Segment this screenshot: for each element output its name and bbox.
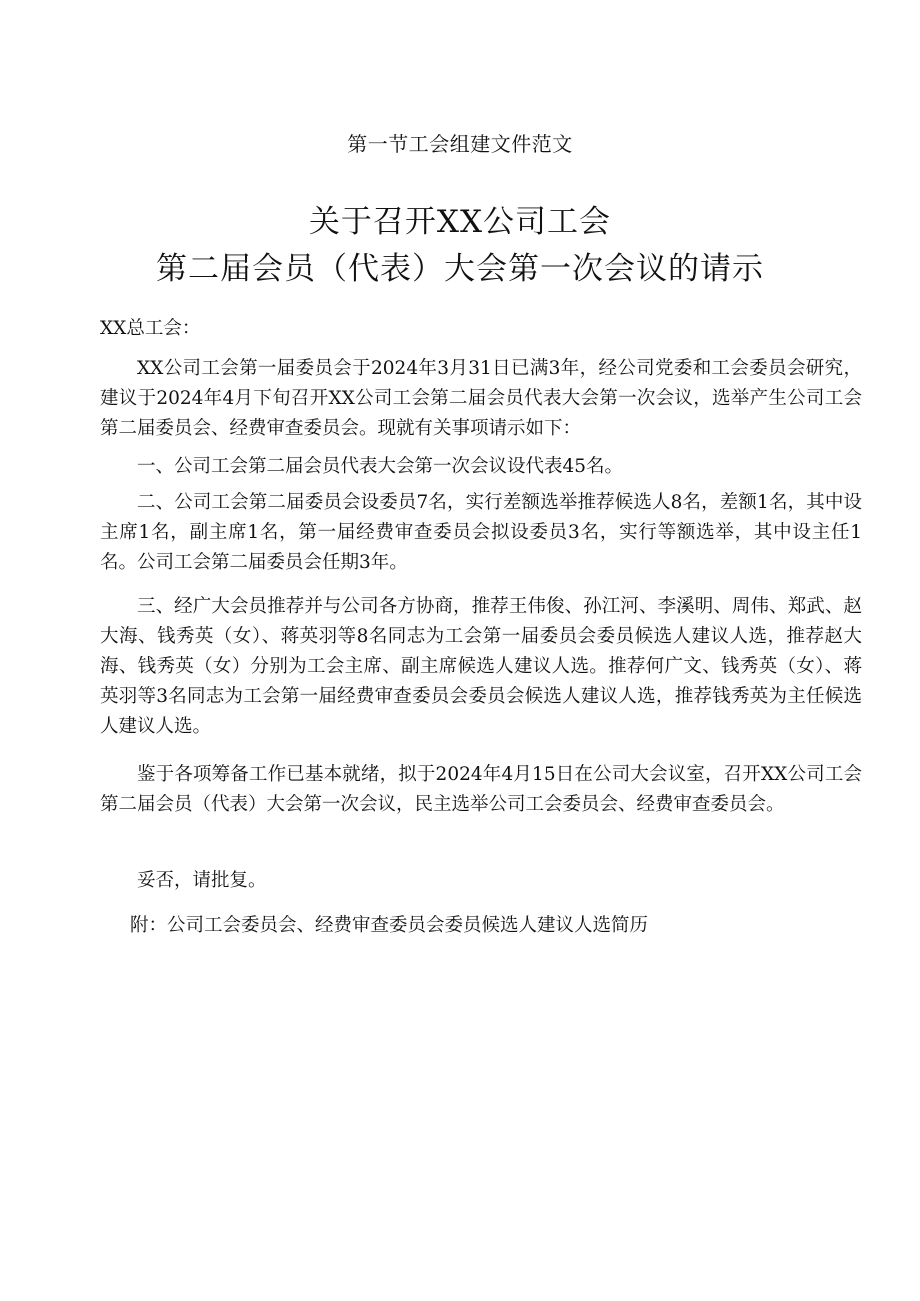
document-title-line-1: 关于召开XX公司工会	[308, 204, 612, 240]
paragraph-intro: XX公司工会第一届委员会于2024年3月31日已满3年，经公司党委和工会委员会研究，建议于2024年4月下旬召开XX公司工会第二届会员代表大会第一次会议，选举产生公司工会第二届委员会、经费审查委员会。现就有关事项请示如下：	[100, 358, 862, 439]
paragraph-item-1: 一、公司工会第二届会员代表大会第一次会议设代表45名。	[137, 456, 624, 477]
attachment-note: 附：公司工会委员会、经费审查委员会委员候选人建议人选简历	[130, 915, 649, 936]
paragraph-closing: 妥否，请批复。	[137, 870, 267, 891]
section-title: 第一节工会组建文件范文	[347, 132, 573, 156]
addressee: XX总工会：	[100, 318, 201, 339]
paragraph-item-2: 二、公司工会第二届委员会设委员7名，实行差额选举推荐候选人8名，差额1名，其中设主席1名，副主席1名，第一届经费审查委员会拟设委员3名，实行等额选举，其中设主任1名。公司工会第二届委员会任期3年。	[100, 492, 862, 573]
paragraph-item-3: 三、经广大会员推荐并与公司各方协商，推荐王伟俊、孙江河、李溪明、周伟、郑武、赵大海、钱秀英（女）、蒋英羽等8名同志为工会第一届委员会委员候选人建议人选，推荐赵大海、钱秀英（女）分别为工会主席、副主席候选人建议人选。推荐何广文、钱秀英（女）、蒋英羽等3名同志为工会第一届经费审查委员会委员会候选人建议人选，推荐钱秀英为主任候选人建议人选。	[100, 596, 862, 737]
document-title-line-2: 第二届会员（代表）大会第一次会议的请示	[156, 251, 764, 287]
paragraph-meeting-plan: 鉴于各项筹备工作已基本就绪，拟于2024年4月15日在公司大会议室，召开XX公司工会第二届会员（代表）大会第一次会议，民主选举公司工会委员会、经费审查委员会。	[100, 764, 862, 815]
